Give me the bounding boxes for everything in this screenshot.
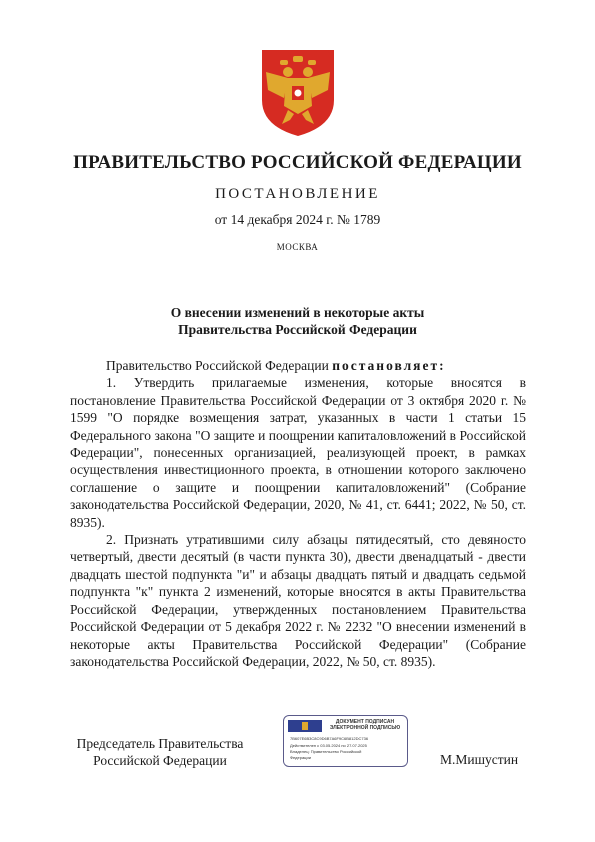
preamble-prefix: Правительство Российской Федерации bbox=[106, 358, 333, 373]
document-city: МОСКВА bbox=[276, 242, 319, 252]
stamp-owner-line-2: Федерации bbox=[290, 755, 311, 760]
subject-line-1: О внесении изменений в некоторые акты bbox=[170, 305, 425, 320]
document-date-number: от 14 декабря 2024 г. № 1789 bbox=[214, 212, 381, 227]
government-title: ПРАВИТЕЛЬСТВО РОССИЙСКОЙ ФЕДЕРАЦИИ bbox=[73, 152, 522, 173]
item-1-paragraph: 1. Утвердить прилагаемые изменения, которые вносятся в постановление Правительства Российской Федерации от 3 октября 2020 г. № 1599 "О порядке возмещения затрат, указанных в части 1 статьи 15 Федерального закона "О защите и поощрении капиталовложений в Российской Федерации", понесенных организацией, реализующей проект, в рамках осуществления инвестиционного проекта, в отношении которого заключено соглашение о защите и поощрении капиталовложений" (Собрание законодательства Российской Федерации, 2020, № 41, ст. 6441; 2022, № 50, ст. 8935). bbox=[70, 375, 526, 530]
signer-position-line-1: Председатель Правительства bbox=[76, 736, 244, 751]
stamp-title-line-2: ЭЛЕКТРОННОЙ ПОДПИСЬЮ bbox=[329, 725, 401, 731]
stamp-title bbox=[324, 719, 406, 731]
coat-of-arms-small-icon bbox=[288, 720, 322, 732]
preamble-keyword: постановляет: bbox=[332, 358, 446, 373]
subject-line-2: Правительства Российской Федерации bbox=[178, 322, 417, 337]
signer-name: М.Мишустин bbox=[440, 752, 519, 767]
preamble-paragraph bbox=[70, 357, 526, 374]
item-2-paragraph: 2. Признать утратившими силу абзацы пятидесятый, сто девяносто четвертый, двести десятый (в части пункта 30), двести двенадцатый - двести двадцать шестой подпункта "и" и абзацы двадцать пятый и двадцать седьмой подпункта "к" пункта 2 изменений, которые вносятся в акты Правительства Российской Федерации, утвержденных постановлением Правительства Российской Федерации от 5 декабря 2022 г. № 2232 "О внесении изменений в некоторые акты Правительства Российской Федерации" (Собрание законодательства Российской Федерации, 2022, № 50, ст. 8935). bbox=[70, 532, 526, 669]
signer-position-line-2: Российской Федерации bbox=[93, 753, 227, 768]
stamp-title-line-1: ДОКУМЕНТ ПОДПИСАН bbox=[335, 719, 395, 725]
document-subject bbox=[0, 304, 595, 338]
document-type: ПОСТАНОВЛЕНИЕ bbox=[215, 186, 380, 202]
stamp-owner-line-1: Владелец: Правительство Российской bbox=[290, 749, 362, 754]
stamp-validity: Действителен с 03.05.2024 по 27.07.2025 bbox=[290, 743, 367, 748]
coat-of-arms-emblem bbox=[258, 48, 338, 138]
document-body bbox=[70, 357, 526, 670]
electronic-signature-stamp bbox=[283, 715, 408, 767]
signer-position bbox=[70, 735, 250, 769]
stamp-serial: 7B607E6B3C8C9D6B7A6F9C6B812DC736 bbox=[290, 736, 369, 741]
